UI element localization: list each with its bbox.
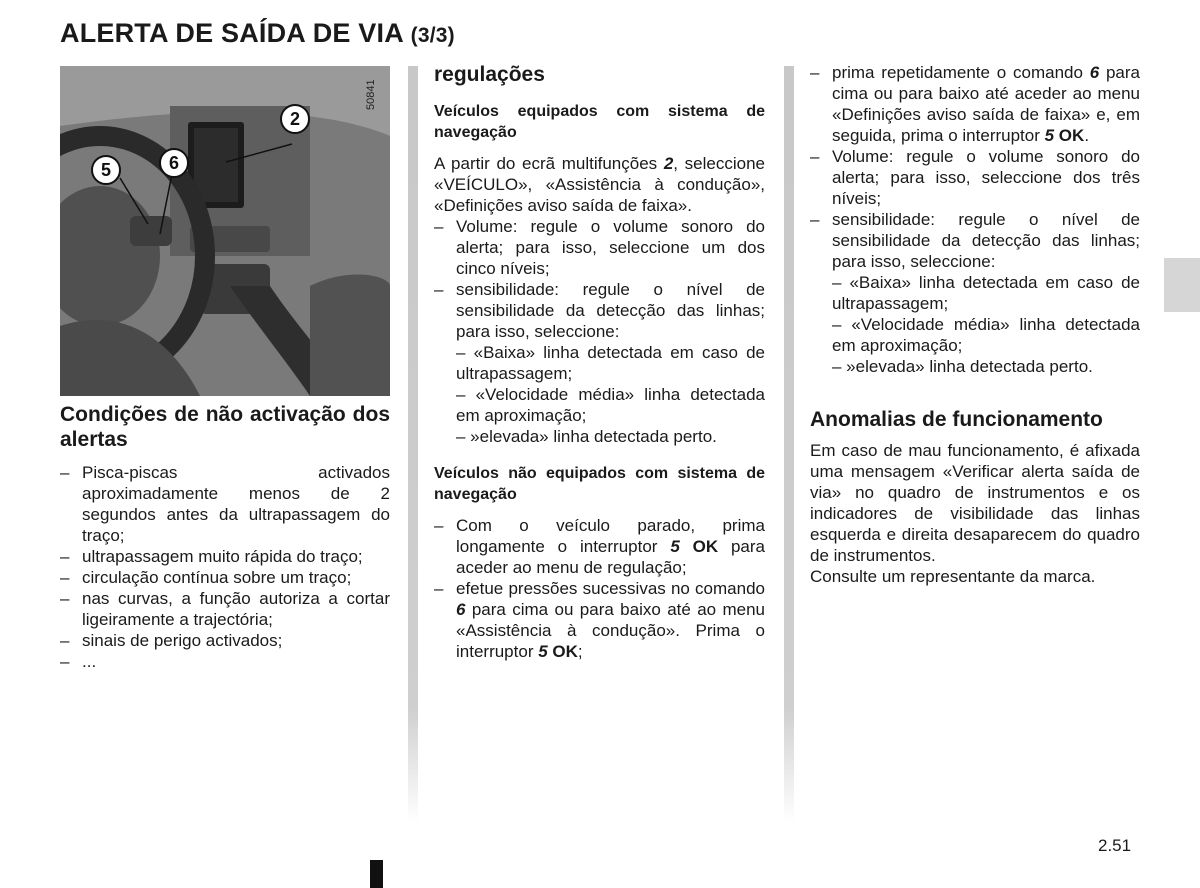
sub-item: – »elevada» linha detectada perto. <box>832 357 1093 376</box>
sub-item: – »elevada» linha detectada perto. <box>456 427 717 446</box>
list-item: – circulação contínua sobre um traço; <box>60 567 390 588</box>
list-item: – ultrapassagem muito rápida do traço; <box>60 546 390 567</box>
list-item: – sensibilidade: regule o nível de sensibilidade da detecção das linhas; para isso, seleccione: <box>434 279 765 342</box>
malfunction-heading: Anomalias de funcionamento <box>810 408 1103 431</box>
list-item: – Volume: regule o volume sonoro do alerta; para isso, seleccione um dos cinco níveis; <box>434 216 765 279</box>
list-item: – prima repetidamente o comando 6 para cima ou para baixo até aceder ao menu «Definições aviso saída de faixa» e, em seguida, prima o interruptor 5 OK. <box>810 62 1140 146</box>
footer-mark <box>370 860 383 888</box>
nav-intro: A partir do ecrã multifunções 2, seleccione «VEÍCULO», «Assistência à condução», «Definições aviso saída de faixa». <box>434 154 765 215</box>
sub-item: – «Velocidade média» linha detectada em aproximação; <box>456 385 765 425</box>
non-activation-heading: Condições de não activação dos alertas <box>60 403 390 451</box>
sub-item: – «Velocidade média» linha detectada em aproximação; <box>832 315 1140 355</box>
nav-vehicles-heading: Veículos equipados com sistema de navegação <box>434 103 765 141</box>
sub-item: – «Baixa» linha detectada em caso de ultrapassagem; <box>832 273 1140 313</box>
figure-code: 50841 <box>365 79 377 110</box>
non-activation-list <box>60 462 390 672</box>
list-item: – sinais de perigo activados; <box>60 630 390 651</box>
callout-5: 5 <box>91 155 121 185</box>
list-item: – nas curvas, a função autoriza a cortar ligeiramente a trajectória; <box>60 588 390 630</box>
list-item: – sensibilidade: regule o nível de sensibilidade da detecção das linhas; para isso, seleccione: <box>810 209 1140 272</box>
page-title <box>60 18 455 49</box>
sub-item: – «Baixa» linha detectada em caso de ultrapassagem; <box>456 343 765 383</box>
column-divider <box>784 66 794 822</box>
non-nav-vehicles-heading: Veículos não equipados com sistema de navegação <box>434 465 765 503</box>
list-item: – Volume: regule o volume sonoro do alerta; para isso, seleccione dos três níveis; <box>810 146 1140 209</box>
chapter-tab <box>1164 258 1200 312</box>
column-1 <box>60 402 390 672</box>
dashboard-figure <box>60 66 390 396</box>
list-item: – Com o veículo parado, prima longamente o interruptor 5 OK para aceder ao menu de regulação; <box>434 515 765 578</box>
continued-settings-list <box>810 62 1140 272</box>
list-item: – efetue pressões sucessivas no comando 6 para cima ou para baixo até ao menu «Assistência à condução». Prima o interruptor 5 OK; <box>434 578 765 662</box>
column-2 <box>434 62 765 662</box>
settings-heading: regulações <box>434 63 545 86</box>
page-number: 2.51 <box>1098 836 1132 855</box>
callout-6: 6 <box>159 148 189 178</box>
malfunction-text: Em caso de mau funcionamento, é afixada uma mensagem «Verificar alerta saída de via» no quadro de instrumentos e os indicadores de visibilidade das linhas esquerda e direita desaparecem do quadro de instrumentos. <box>810 441 1140 565</box>
non-nav-settings-list <box>434 515 765 662</box>
nav-settings-list <box>434 216 765 447</box>
callout-2: 2 <box>280 104 310 134</box>
title-suffix: (3/3) <box>410 24 455 47</box>
column-divider <box>408 66 418 822</box>
list-item: – Pisca-piscas activados aproximadamente menos de 2 segundos antes da ultrapassagem do traço; <box>60 462 390 546</box>
column-3 <box>810 62 1140 587</box>
consult-text: Consulte um representante da marca. <box>810 567 1096 586</box>
list-item: – ... <box>60 651 390 672</box>
title-main: ALERTA DE SAÍDA DE VIA <box>60 18 403 48</box>
dashboard-illustration <box>60 66 390 396</box>
